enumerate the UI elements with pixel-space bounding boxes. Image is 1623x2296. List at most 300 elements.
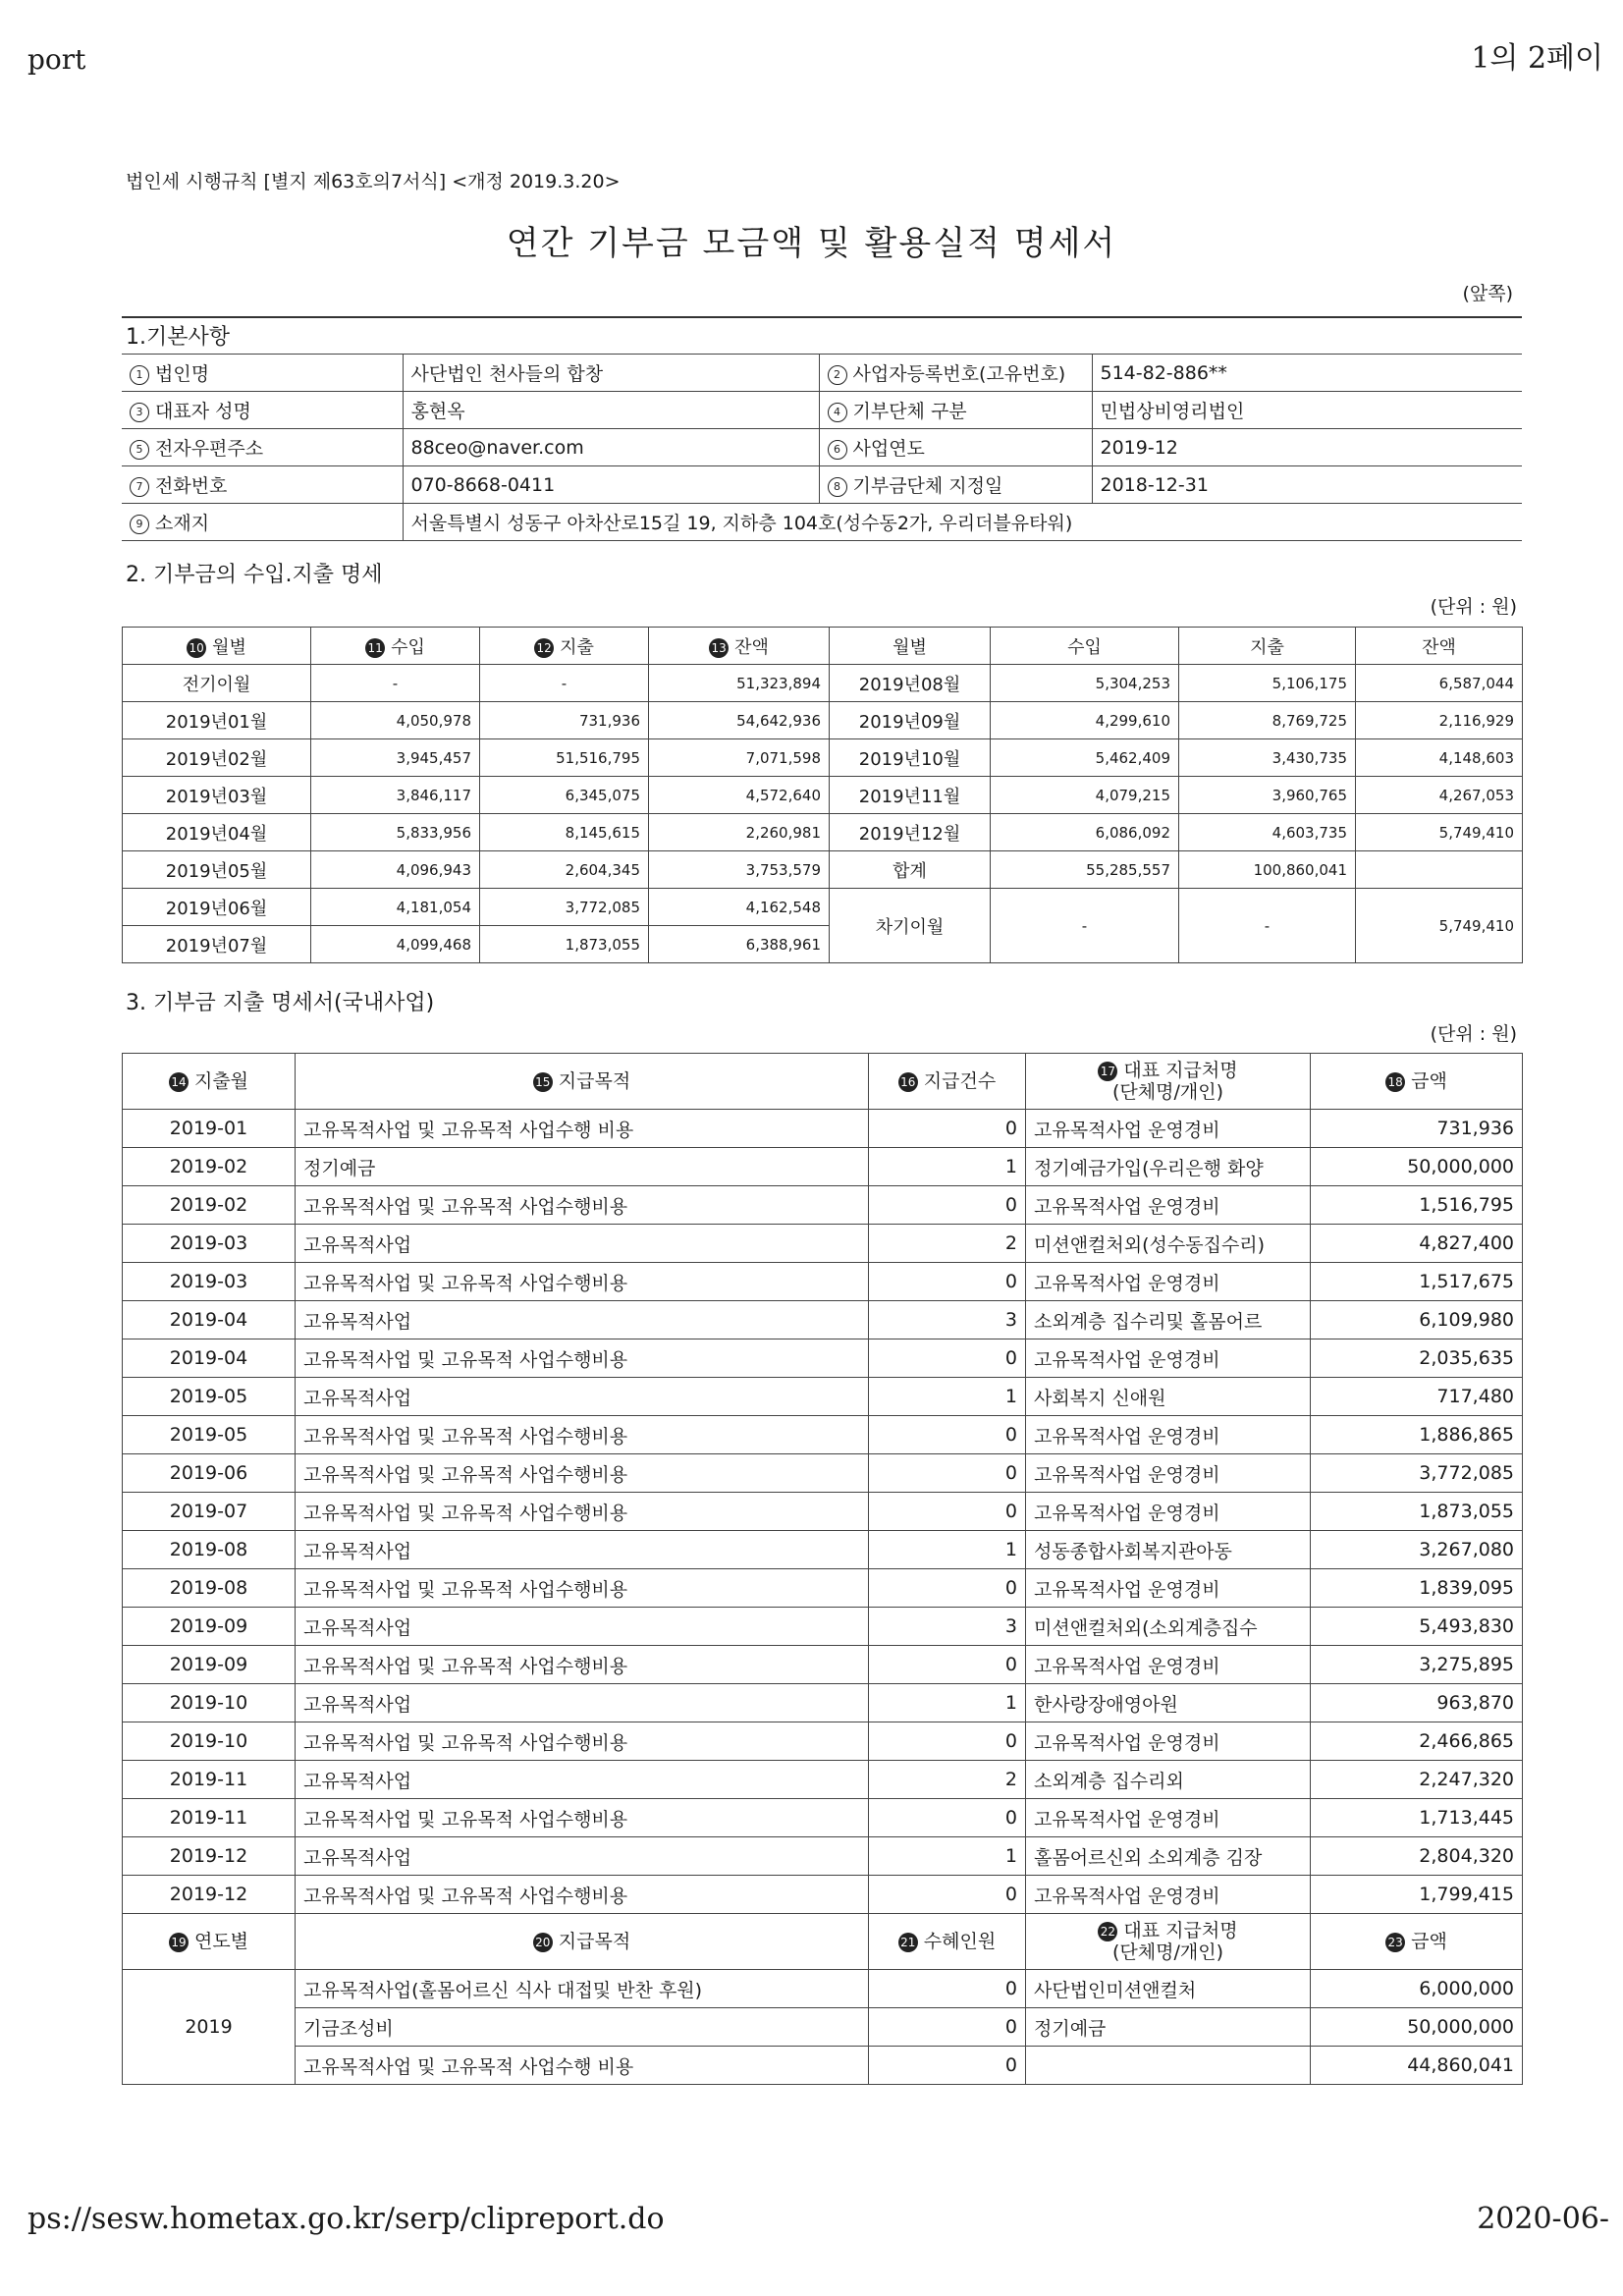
payee-name: 소외계층 집수리외: [1026, 1761, 1311, 1799]
field-value: 사단법인 천사들의 합창: [403, 355, 819, 392]
income-cell: 5,304,253: [991, 665, 1179, 702]
expense-cell: -: [480, 665, 649, 702]
expense-cell: 2,604,345: [480, 851, 649, 889]
expense-cell: 731,936: [480, 702, 649, 739]
expense-cell: 6,345,075: [480, 777, 649, 814]
payment-count: 1: [869, 1378, 1026, 1416]
payment-amount: 2,466,865: [1311, 1722, 1523, 1761]
expense-month: 2019-01: [123, 1110, 296, 1148]
income-cell: 4,096,943: [311, 851, 480, 889]
payment-purpose: 고유목적사업: [296, 1761, 869, 1799]
item-number-icon: 8: [828, 477, 847, 497]
column-header: [991, 628, 1179, 665]
payment-purpose: 고유목적사업: [296, 1684, 869, 1722]
column-header: [123, 628, 311, 665]
column-header: [123, 1054, 296, 1110]
income-cell: 4,079,215: [991, 777, 1179, 814]
month-cell: 2019년02월: [123, 739, 311, 777]
month-cell: 2019년01월: [123, 702, 311, 739]
expense-cell: 3,430,735: [1179, 739, 1356, 777]
address-value: 서울특별시 성동구 아차산로15길 19, 지하층 104호(성수동2가, 우리더블유타워): [403, 504, 1522, 541]
expense-cell: 3,772,085: [480, 889, 649, 926]
item-number-icon: 16: [898, 1072, 918, 1092]
expense-month: 2019-09: [123, 1608, 296, 1646]
payment-purpose: 고유목적사업: [296, 1225, 869, 1263]
item-number-icon: 21: [898, 1933, 918, 1952]
income-cell: 4,050,978: [311, 702, 480, 739]
column-header-label: 지급건수: [923, 1070, 997, 1092]
payment-purpose: 고유목적사업 및 고유목적 사업수행비용: [296, 1263, 869, 1301]
header-row: [123, 1914, 1523, 1970]
payment-count: 1: [869, 1148, 1026, 1186]
column-header: [1356, 628, 1523, 665]
payment-amount: 2,804,320: [1311, 1837, 1523, 1876]
balance-cell: 54,642,936: [649, 702, 830, 739]
payment-count: 0: [869, 1416, 1026, 1454]
table-row: [123, 1799, 1523, 1837]
month-cell: 2019년05월: [123, 851, 311, 889]
field-label: [122, 504, 403, 541]
field-label: [122, 355, 403, 392]
month-cell: 2019년10월: [830, 739, 991, 777]
column-header-label: 월별: [212, 636, 246, 658]
column-header-label: 금액: [1411, 1931, 1447, 1952]
field-value: 2019-12: [1092, 429, 1522, 466]
payment-amount: 1,517,675: [1311, 1263, 1523, 1301]
payment-count: 0: [869, 1569, 1026, 1608]
month-cell: 합계: [830, 851, 991, 889]
month-cell: 2019년09월: [830, 702, 991, 739]
payment-amount: 1,839,095: [1311, 1569, 1523, 1608]
field-label: [122, 429, 403, 466]
column-header: [311, 628, 480, 665]
income-cell: 6,086,092: [991, 814, 1179, 851]
payment-amount: 3,275,895: [1311, 1646, 1523, 1684]
payee-name: 고유목적사업 운영경비: [1026, 1493, 1311, 1531]
table-row: [123, 814, 1523, 851]
balance-cell: 6,388,961: [649, 926, 830, 963]
payment-purpose: 고유목적사업 및 고유목적 사업수행비용: [296, 1339, 869, 1378]
payment-count: 3: [869, 1608, 1026, 1646]
table-row: [123, 2008, 1523, 2047]
expense-month: 2019-09: [123, 1646, 296, 1684]
year-cell: 2019: [123, 1970, 296, 2085]
payment-purpose: 고유목적사업: [296, 1301, 869, 1339]
expense-month: 2019-12: [123, 1876, 296, 1914]
payee-name: 성동종합사회복지관아동: [1026, 1531, 1311, 1569]
field-value: 88ceo@naver.com: [403, 429, 819, 466]
payment-purpose: 고유목적사업 및 고유목적 사업수행비용: [296, 1186, 869, 1225]
income-cell: 3,945,457: [311, 739, 480, 777]
payment-amount: 5,493,830: [1311, 1608, 1523, 1646]
income-cell: 55,285,557: [991, 851, 1179, 889]
payment-purpose: 고유목적사업 및 고유목적 사업수행비용: [296, 1454, 869, 1493]
field-label-text: 사업자등록번호(고유번호): [852, 363, 1066, 385]
item-number-icon: 22: [1098, 1922, 1117, 1941]
expense-month: 2019-10: [123, 1684, 296, 1722]
field-value: 514-82-886**: [1092, 355, 1522, 392]
payment-count: 0: [869, 1493, 1026, 1531]
payment-count: 0: [869, 1646, 1026, 1684]
table-row: [123, 2047, 1523, 2085]
item-number-icon: 4: [828, 403, 847, 422]
balance-cell: 7,071,598: [649, 739, 830, 777]
column-header-label: 잔액: [734, 636, 769, 658]
payment-amount: 3,772,085: [1311, 1454, 1523, 1493]
payee-name: 미션앤컬처외(소외계층집수: [1026, 1608, 1311, 1646]
table-row: [123, 1148, 1523, 1186]
print-footer-date: 2020-06-: [1477, 2202, 1609, 2236]
balance-cell: 4,162,548: [649, 889, 830, 926]
payee-name: 홀몸어르신외 소외계층 김장: [1026, 1837, 1311, 1876]
table-row: [123, 1186, 1523, 1225]
beneficiary-count: 0: [869, 2047, 1026, 2085]
item-number-icon: 14: [169, 1072, 189, 1092]
income-cell: 4,181,054: [311, 889, 480, 926]
table-row: [123, 665, 1523, 702]
info-row: [122, 429, 1522, 466]
header-row: [123, 628, 1523, 665]
expense-month: 2019-07: [123, 1493, 296, 1531]
column-header: [1026, 1054, 1311, 1110]
expense-cell: 5,106,175: [1179, 665, 1356, 702]
column-header: [649, 628, 830, 665]
column-header-label: 수혜인원: [923, 1931, 997, 1952]
month-cell: 2019년07월: [123, 926, 311, 963]
income-cell: 3,846,117: [311, 777, 480, 814]
payee-name: 고유목적사업 운영경비: [1026, 1799, 1311, 1837]
payment-amount: 731,936: [1311, 1110, 1523, 1148]
payee-name: 고유목적사업 운영경비: [1026, 1454, 1311, 1493]
info-row: [122, 355, 1522, 392]
payment-amount: 1,873,055: [1311, 1493, 1523, 1531]
column-header-label: 지출: [560, 636, 594, 658]
table-row: [123, 1761, 1523, 1799]
item-number-icon: 7: [130, 477, 149, 497]
field-label: [819, 392, 1092, 429]
income-cell: -: [991, 889, 1179, 963]
payment-amount: 6,000,000: [1311, 1970, 1523, 2008]
table-row: [123, 1454, 1523, 1493]
expense-month: 2019-11: [123, 1799, 296, 1837]
field-label-text: 기부단체 구분: [852, 401, 967, 422]
payment-count: 3: [869, 1301, 1026, 1339]
balance-cell: 4,267,053: [1356, 777, 1523, 814]
section3-unit: (단위 : 원): [1430, 1023, 1517, 1045]
expense-month: 2019-02: [123, 1148, 296, 1186]
month-cell: 2019년12월: [830, 814, 991, 851]
payment-purpose: 정기예금: [296, 1148, 869, 1186]
payee-name: 미션앤컬처외(성수동집수리): [1026, 1225, 1311, 1263]
column-header: [296, 1054, 869, 1110]
table-row: [123, 1531, 1523, 1569]
income-cell: -: [311, 665, 480, 702]
payment-count: 0: [869, 1876, 1026, 1914]
payee-name: 고유목적사업 운영경비: [1026, 1416, 1311, 1454]
payment-amount: 1,886,865: [1311, 1416, 1523, 1454]
table-row: [123, 739, 1523, 777]
column-header-label: 지급목적: [558, 1070, 631, 1092]
section1-top-rule: [122, 316, 1522, 318]
expense-month: 2019-11: [123, 1761, 296, 1799]
table-row: [123, 1569, 1523, 1608]
month-cell: 2019년04월: [123, 814, 311, 851]
payee-name: 정기예금가입(우리은행 화양: [1026, 1148, 1311, 1186]
payee-name: 고유목적사업 운영경비: [1026, 1339, 1311, 1378]
item-number-icon: 1: [130, 365, 149, 385]
payment-count: 1: [869, 1531, 1026, 1569]
field-label: [819, 429, 1092, 466]
payment-amount: 963,870: [1311, 1684, 1523, 1722]
section3-heading: 3. 기부금 지출 명세서(국내사업): [126, 991, 435, 1015]
month-cell: 전기이월: [123, 665, 311, 702]
item-number-icon: 23: [1385, 1933, 1405, 1952]
payment-count: 1: [869, 1837, 1026, 1876]
column-header-label: 지급목적: [558, 1931, 631, 1952]
field-label: [819, 466, 1092, 504]
item-number-icon: 18: [1385, 1072, 1405, 1092]
payment-amount: 2,247,320: [1311, 1761, 1523, 1799]
expense-month: 2019-03: [123, 1263, 296, 1301]
table-row: [123, 1837, 1523, 1876]
print-footer-url: ps://sesw.hometax.go.kr/serp/clipreport.do: [27, 2202, 665, 2236]
expense-month: 2019-04: [123, 1339, 296, 1378]
payment-count: 0: [869, 1339, 1026, 1378]
column-header-label: 수입: [1067, 636, 1102, 658]
field-value: 민법상비영리법인: [1092, 392, 1522, 429]
table-row: [123, 889, 1523, 926]
payment-purpose: 고유목적사업 및 고유목적 사업수행비용: [296, 1416, 869, 1454]
payment-count: 0: [869, 1722, 1026, 1761]
payment-amount: 1,516,795: [1311, 1186, 1523, 1225]
item-number-icon: 3: [130, 403, 149, 422]
expense-month: 2019-06: [123, 1454, 296, 1493]
column-header-label: 잔액: [1422, 636, 1456, 658]
payment-count: 2: [869, 1225, 1026, 1263]
payment-count: 0: [869, 1110, 1026, 1148]
payee-name: [1026, 2047, 1311, 2085]
column-header: [1311, 1914, 1523, 1970]
expense-cell: 4,603,735: [1179, 814, 1356, 851]
beneficiary-count: 0: [869, 2008, 1026, 2047]
column-header-label: 대표 지급처명: [1123, 1920, 1238, 1941]
balance-cell: 51,323,894: [649, 665, 830, 702]
expense-cell: -: [1179, 889, 1356, 963]
payment-count: 0: [869, 1186, 1026, 1225]
payment-count: 2: [869, 1761, 1026, 1799]
column-header: [296, 1914, 869, 1970]
field-label-text: 사업연도: [852, 438, 925, 460]
table-row: [123, 777, 1523, 814]
expense-cell: 51,516,795: [480, 739, 649, 777]
form-title: 연간 기부금 모금액 및 활용실적 명세서: [506, 224, 1117, 263]
payee-name: 고유목적사업 운영경비: [1026, 1263, 1311, 1301]
balance-cell: 4,148,603: [1356, 739, 1523, 777]
payment-amount: 2,035,635: [1311, 1339, 1523, 1378]
payment-purpose: 고유목적사업 및 고유목적 사업수행비용: [296, 1876, 869, 1914]
payment-amount: 50,000,000: [1311, 2008, 1523, 2047]
table-row: [123, 1970, 1523, 2008]
payment-purpose: 고유목적사업: [296, 1531, 869, 1569]
table-row: [123, 1646, 1523, 1684]
expense-month: 2019-04: [123, 1301, 296, 1339]
section2-heading: 2. 기부금의 수입.지출 명세: [126, 563, 383, 587]
expense-cell: 100,860,041: [1179, 851, 1356, 889]
form-regulation: 법인세 시행규칙 [별지 제63호의7서식] <개정 2019.3.20>: [126, 171, 621, 192]
table-row: [123, 1493, 1523, 1531]
table-row: [123, 1263, 1523, 1301]
table-row: [123, 1684, 1523, 1722]
expense-month: 2019-05: [123, 1378, 296, 1416]
payment-purpose: 고유목적사업(홀몸어르신 식사 대접및 반찬 후원): [296, 1970, 869, 2008]
basic-info-table: [122, 354, 1522, 541]
month-cell: 2019년03월: [123, 777, 311, 814]
month-cell: 2019년11월: [830, 777, 991, 814]
item-number-icon: 6: [828, 440, 847, 460]
payment-purpose: 고유목적사업: [296, 1837, 869, 1876]
payee-name: 고유목적사업 운영경비: [1026, 1876, 1311, 1914]
column-header: [123, 1914, 296, 1970]
column-header: [480, 628, 649, 665]
expense-month: 2019-08: [123, 1569, 296, 1608]
payee-name: 사단법인미션앤컬처: [1026, 1970, 1311, 2008]
column-header-label: 연도별: [193, 1931, 249, 1952]
field-label-text: 기부금단체 지정일: [852, 475, 1003, 497]
field-label-text: 전자우편주소: [155, 438, 264, 460]
field-label: [819, 355, 1092, 392]
page-side-label: (앞쪽): [1462, 283, 1513, 304]
table-row: [123, 1225, 1523, 1263]
column-header: [869, 1914, 1026, 1970]
expense-month: 2019-10: [123, 1722, 296, 1761]
balance-cell: 5,749,410: [1356, 814, 1523, 851]
table-row: [123, 1301, 1523, 1339]
payment-count: 0: [869, 1454, 1026, 1493]
payment-amount: 6,109,980: [1311, 1301, 1523, 1339]
payment-purpose: 고유목적사업 및 고유목적 사업수행비용: [296, 1722, 869, 1761]
field-label-text: 대표자 성명: [155, 401, 251, 422]
income-cell: 4,299,610: [991, 702, 1179, 739]
payee-name: 소외계층 집수리및 홀몸어르: [1026, 1301, 1311, 1339]
field-label-text: 전화번호: [155, 475, 228, 497]
payee-name: 고유목적사업 운영경비: [1026, 1722, 1311, 1761]
payee-name: 고유목적사업 운영경비: [1026, 1110, 1311, 1148]
table-row: [123, 1378, 1523, 1416]
column-header: [1026, 1914, 1311, 1970]
item-number-icon: 19: [169, 1933, 189, 1952]
payment-amount: 50,000,000: [1311, 1148, 1523, 1186]
item-number-icon: 17: [1098, 1062, 1117, 1081]
item-number-icon: 11: [365, 638, 385, 658]
payee-name: 고유목적사업 운영경비: [1026, 1646, 1311, 1684]
payment-amount: 4,827,400: [1311, 1225, 1523, 1263]
payee-name: 고유목적사업 운영경비: [1026, 1569, 1311, 1608]
income-cell: 5,833,956: [311, 814, 480, 851]
expense-month: 2019-05: [123, 1416, 296, 1454]
balance-cell: 2,260,981: [649, 814, 830, 851]
field-label: [122, 392, 403, 429]
column-header-sub: (단체명/개인): [1112, 1081, 1223, 1103]
balance-cell: 3,753,579: [649, 851, 830, 889]
table-row: [123, 702, 1523, 739]
expense-detail-table: [122, 1053, 1523, 2085]
payment-amount: 3,267,080: [1311, 1531, 1523, 1569]
payment-amount: 1,713,445: [1311, 1799, 1523, 1837]
payment-count: 1: [869, 1684, 1026, 1722]
balance-cell: 5,749,410: [1356, 889, 1523, 963]
field-value: 2018-12-31: [1092, 466, 1522, 504]
carry-forward-label: 차기이월: [830, 889, 991, 963]
print-header-page: 1의 2페이: [1471, 41, 1603, 76]
payment-amount: 44,860,041: [1311, 2047, 1523, 2085]
payment-purpose: 기금조성비: [296, 2008, 869, 2047]
section2-unit: (단위 : 원): [1430, 596, 1517, 618]
payment-purpose: 고유목적사업 및 고유목적 사업수행비용: [296, 1799, 869, 1837]
item-number-icon: 2: [828, 365, 847, 385]
month-cell: 2019년08월: [830, 665, 991, 702]
print-header-left: port: [27, 43, 86, 76]
balance-cell: 4,572,640: [649, 777, 830, 814]
info-row: [122, 466, 1522, 504]
table-row: [123, 1876, 1523, 1914]
column-header-label: 대표 지급처명: [1123, 1060, 1238, 1081]
payee-name: 정기예금: [1026, 2008, 1311, 2047]
field-label-text: 법인명: [155, 363, 210, 385]
payee-name: 한사랑장애영아원: [1026, 1684, 1311, 1722]
payment-purpose: 고유목적사업 및 고유목적 사업수행 비용: [296, 1110, 869, 1148]
payee-name: 고유목적사업 운영경비: [1026, 1186, 1311, 1225]
item-number-icon: 20: [533, 1933, 553, 1952]
item-number-icon: 15: [533, 1072, 553, 1092]
month-cell: 2019년06월: [123, 889, 311, 926]
expense-cell: 3,960,765: [1179, 777, 1356, 814]
expense-month: 2019-03: [123, 1225, 296, 1263]
item-number-icon: 13: [709, 638, 729, 658]
payment-purpose: 고유목적사업 및 고유목적 사업수행비용: [296, 1493, 869, 1531]
balance-cell: 6,587,044: [1356, 665, 1523, 702]
table-row: [123, 1608, 1523, 1646]
column-header: [830, 628, 991, 665]
payment-purpose: 고유목적사업 및 고유목적 사업수행비용: [296, 1569, 869, 1608]
payment-purpose: 고유목적사업: [296, 1378, 869, 1416]
info-row: [122, 392, 1522, 429]
payment-purpose: 고유목적사업 및 고유목적 사업수행비용: [296, 1646, 869, 1684]
payment-amount: 717,480: [1311, 1378, 1523, 1416]
header-row: [123, 1054, 1523, 1110]
expense-cell: 8,145,615: [480, 814, 649, 851]
expense-cell: 8,769,725: [1179, 702, 1356, 739]
column-header-label: 월별: [893, 636, 927, 658]
item-number-icon: 9: [130, 515, 149, 534]
income-cell: 4,099,468: [311, 926, 480, 963]
field-value: 홍현옥: [403, 392, 819, 429]
payment-purpose: 고유목적사업: [296, 1608, 869, 1646]
table-row: [123, 1339, 1523, 1378]
table-row: [123, 851, 1523, 889]
balance-cell: 2,116,929: [1356, 702, 1523, 739]
payment-count: 0: [869, 1263, 1026, 1301]
payment-purpose: 고유목적사업 및 고유목적 사업수행 비용: [296, 2047, 869, 2085]
column-header-label: 지출: [1250, 636, 1284, 658]
column-header: [1311, 1054, 1523, 1110]
expense-month: 2019-02: [123, 1186, 296, 1225]
section1-heading: 1.기본사항: [126, 325, 230, 350]
expense-month: 2019-12: [123, 1837, 296, 1876]
table-row: [123, 1110, 1523, 1148]
info-row-address: [122, 504, 1522, 541]
table-row: [123, 1722, 1523, 1761]
beneficiary-count: 0: [869, 1970, 1026, 2008]
